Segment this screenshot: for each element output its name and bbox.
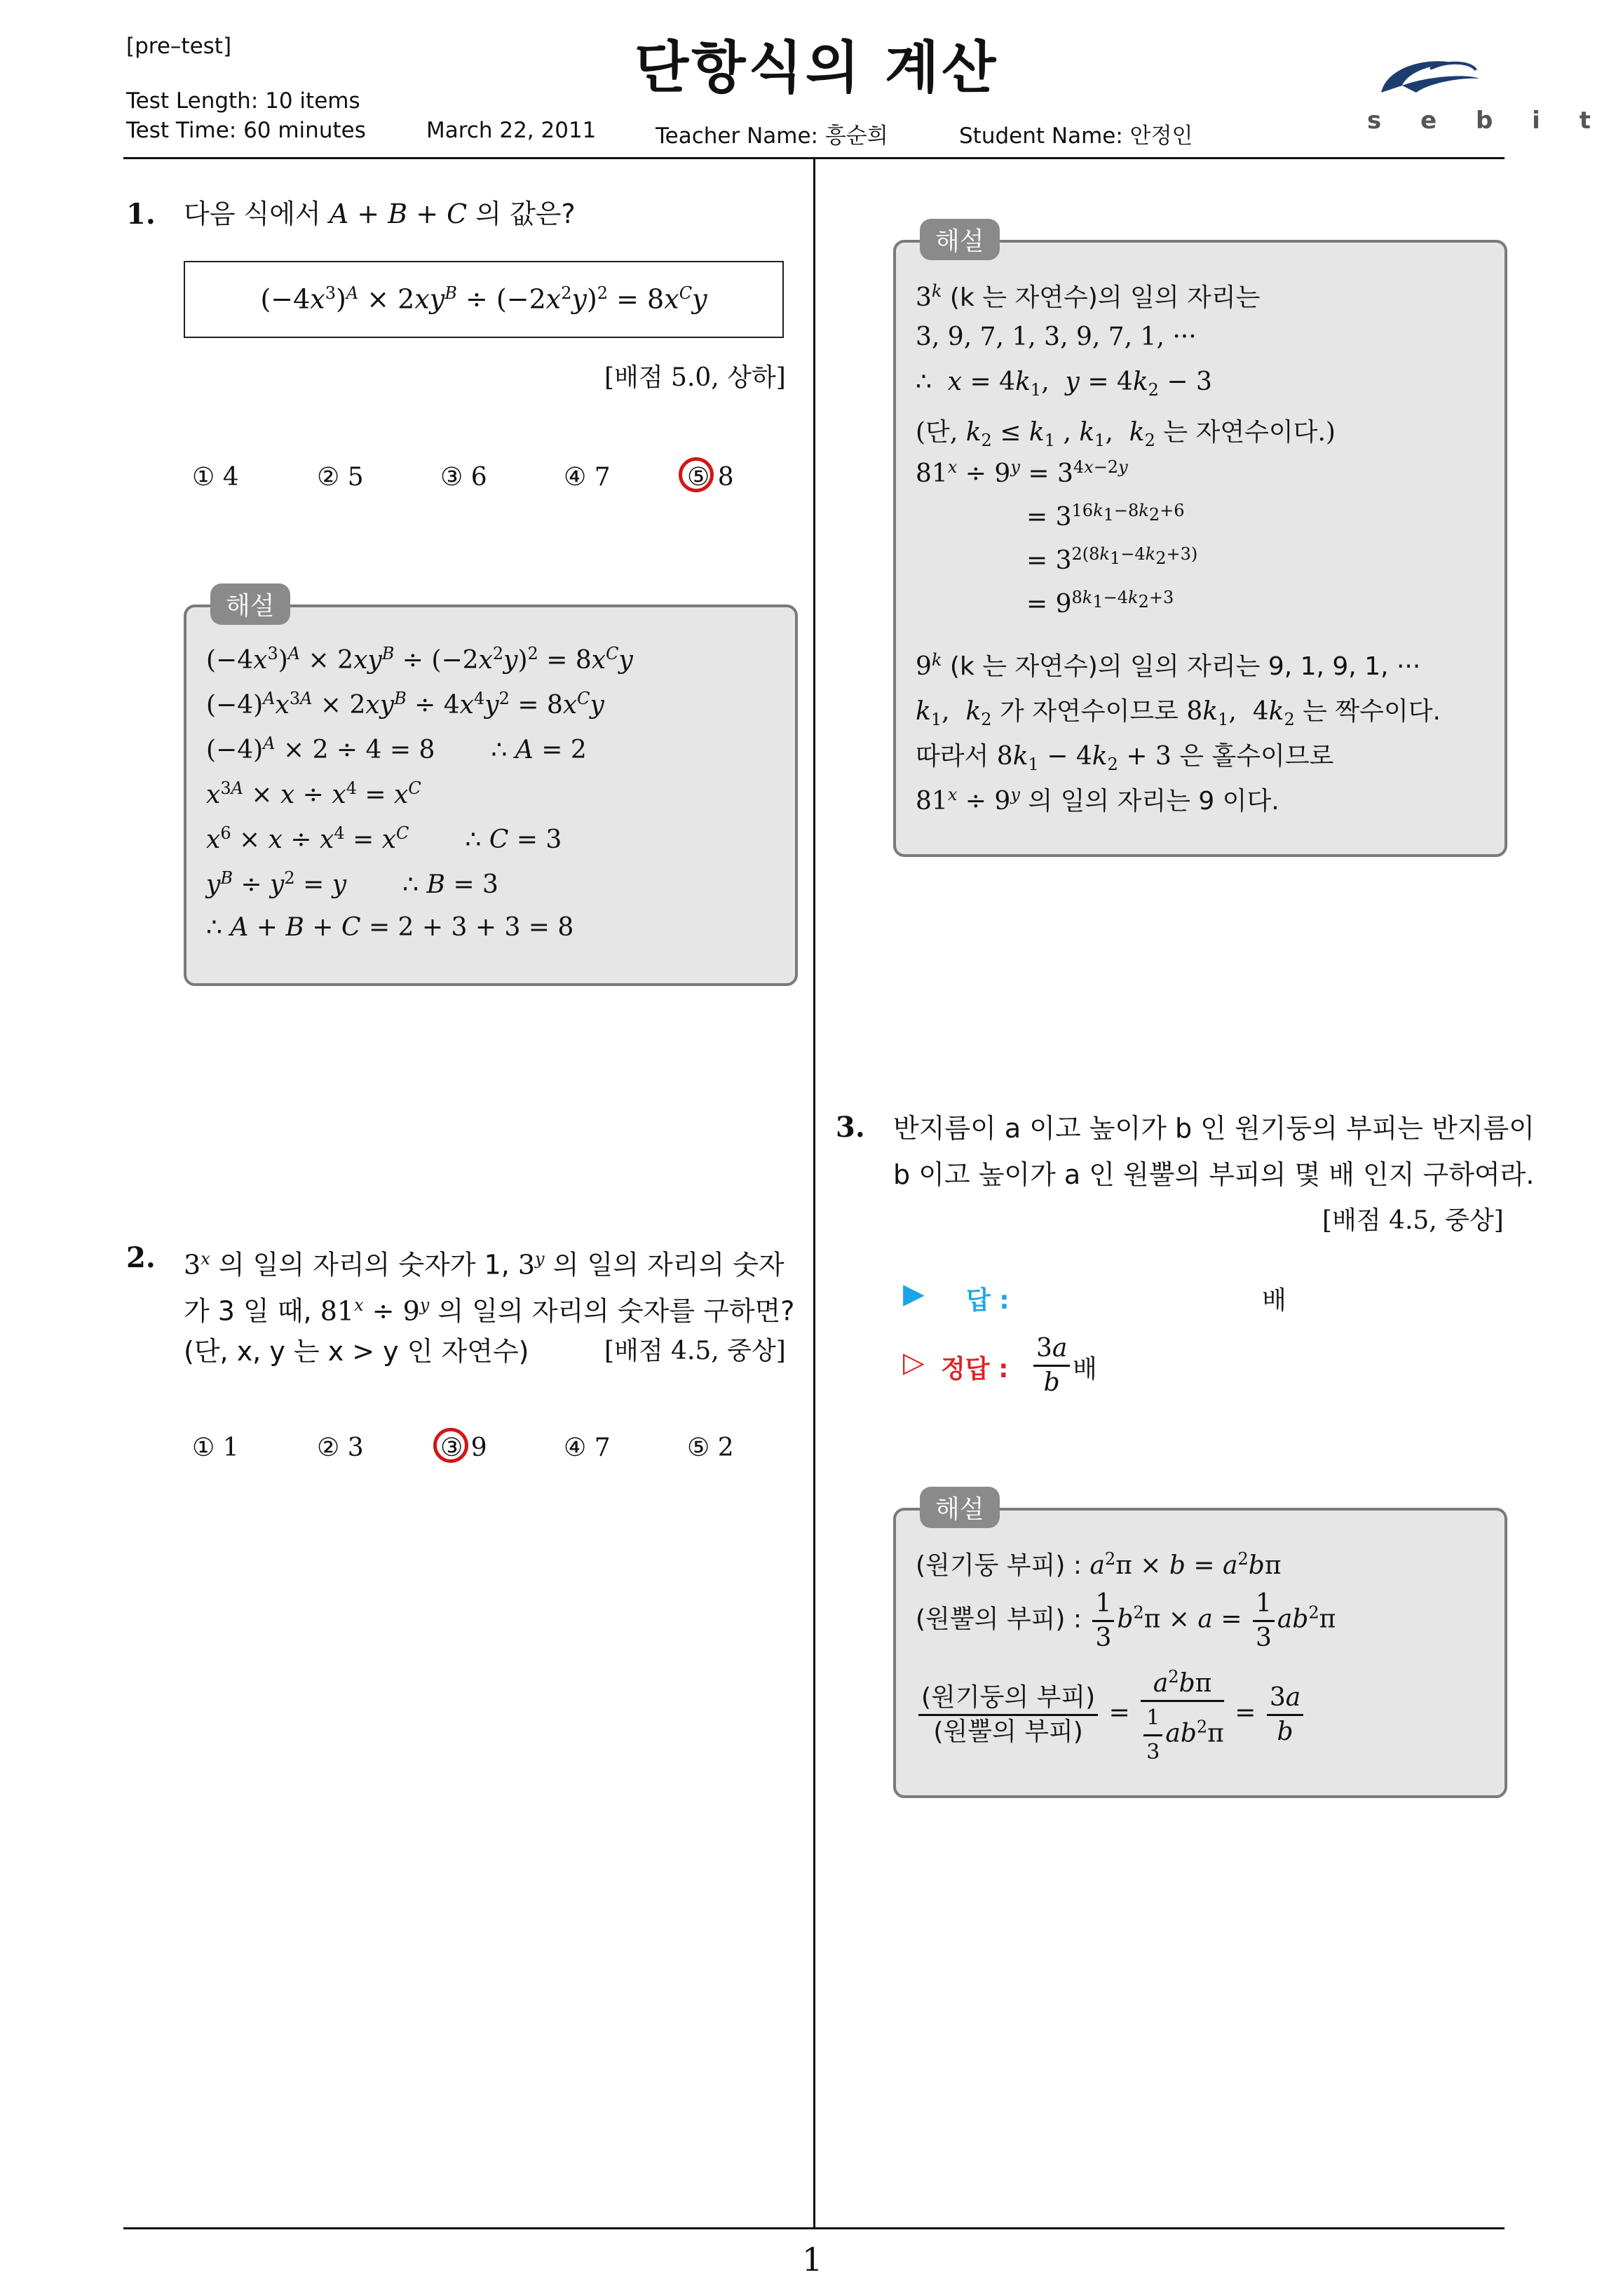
q1-explain-line-3: $(-4)^A \times 2 \div 4 = 8$ ∴ A = 2 [206,734,587,764]
q2-explain-line-5b: = $3^{16k_1-8k_2+6}$ [1026,501,1185,532]
q3-number: 3. [836,1111,865,1144]
q1-choice-2[interactable]: ② 5 [317,463,364,492]
q1-explain-line-5: $x^6 \times x \div x^4 = x^C$ ∴ C = 3 [206,823,562,854]
q1-equation-box [184,261,784,338]
test-time: Test Time: 60 minutes [126,118,366,143]
q3-explain-tag: 해설 [920,1487,1000,1528]
sebit-logo [1360,49,1606,140]
q1-stem-suffix: 의 값은? [475,198,576,229]
q2-explain-l9-text: 의 일의 자리는 9 이다. [1028,787,1279,816]
q2-explain-line-4: (단, $k_2 \le k_1$ , $k_1$, $k_2$ 는 자연수이다.) [916,418,1336,451]
q2-choice-2[interactable]: ② 3 [317,1433,364,1462]
play-icon: ▶ [903,1278,925,1310]
footer-rule [123,2227,1505,2229]
q2-explain-line-7: $k_1$, $k_2$ 가 자연수이므로 $8k_1$, $4k_2$ 는 짝수이다. [916,697,1441,730]
q2-score: [배점 4.5, 중상] [604,1337,786,1365]
q3-correct-label: 정답 : [941,1355,1009,1384]
page-title: 단항식의 계산 [634,35,999,100]
q1-explain-tag: 해설 [210,583,290,625]
student-name: Student Name: 안정인 [959,123,1193,149]
q2-choice-4[interactable]: ④ 7 [564,1433,611,1462]
q1-explain-line-7: ∴ A + B + C = 2 + 3 + 3 = 8 [206,913,574,942]
q2-line-2b: 의 일의 자리의 숫자를 구하면? [437,1295,795,1327]
q2-number: 2. [126,1241,156,1274]
q2-explain-line-5a: $81^x \div 9^y = 3^{4x-2y}$ [916,457,1128,488]
teacher-name: Teacher Name: 흥순희 [656,123,888,149]
q2-explain-l7b: 는 짝수이다. [1303,697,1441,726]
q2-explain-l6-text: (k 는 자연수)의 일의 자리는 9, 1, 9, 1, ··· [949,652,1421,681]
q2-line-3: (단, x, y 는 x > y 인 자연수) [184,1336,529,1367]
q1-choice-1[interactable]: ① 4 [192,463,239,492]
q3-line-2: b 이고 높이가 a 인 원뿔의 부피의 몇 배 인지 구하여라. [893,1159,1535,1190]
q1-stem-prefix: 다음 식에서 [184,198,321,229]
q3-answer-unit: 배 [1262,1286,1286,1315]
q2-explain-line-3: ∴ $x = 4k_1$, $y = 4k_2 - 3$ [916,367,1212,400]
q1-choice-5[interactable]: ⑤ 8 [687,463,734,492]
q2-explain-line-9: $81^x \div 9^y$ 의 일의 자리는 9 이다. [916,785,1279,816]
column-divider [813,158,815,2227]
q2-choice-1[interactable]: ① 1 [192,1433,239,1462]
q2-explain-line-5d: = $9^{8k_1-4k_2+3}$ [1026,588,1174,619]
q2-explain-line-8: 따라서 $8k_1 - 4k_2 + 3$ 은 홀수이므로 [916,742,1334,775]
q3-explain-line-1: (원기둥 부피) : $a^2\pi \times b = a^2b\pi$ [916,1549,1282,1580]
logo-mark-icon [1360,49,1500,105]
q2-line-2: 가 3 일 때, $81^x \div 9^y$ 의 일의 자리의 숫자를 구하면? [184,1295,795,1327]
q2-line-2a: 가 3 일 때, [184,1295,312,1327]
q3-explain-l2-text: (원뿔의 부피) : [916,1605,1082,1634]
q1-score: [배점 5.0, 상하] [604,363,786,392]
test-length: Test Length: 10 items [126,88,360,114]
q2-answer-mark [433,1428,468,1463]
q3-frac-denominator: (원뿔의 부피) [933,1717,1083,1746]
q2-choice-5[interactable]: ⑤ 2 [687,1433,734,1462]
q1-number: 1. [126,198,156,231]
q1-choice-4[interactable]: ④ 7 [564,463,611,492]
q1-equation: $(-4x^3)^A \times 2xy^B \div (-2x^2y)^2 = 8x^Cy$ [260,283,707,315]
q1-answer-mark [679,457,714,492]
q1-choice-3[interactable]: ③ 6 [440,463,487,492]
q2-explain-l8b: 은 홀수이므로 [1179,742,1334,771]
q3-correct-fraction: $\frac{3a}{b}$ [1031,1332,1073,1399]
q3-line-1: 반지름이 a 이고 높이가 b 인 원기둥의 부피는 반지름이 [893,1113,1535,1144]
q2-choice-3[interactable]: ③ 9 [440,1433,487,1462]
page-number: 1 [802,2241,823,2278]
q2-explain-line-1: 3$^k$ (k 는 자연수)의 일의 자리는 [916,281,1261,312]
q2-explain-l8a: 따라서 [916,742,989,771]
q2-line-1b: 의 일의 자리의 숫자 [552,1249,785,1281]
q1-explain-line-2: $(-4)^Ax^{3A} \times 2xy^B \div 4x^4y^2 = 8x^Cy$ [206,689,604,720]
q1-stem: 다음 식에서 A + B + C 의 값은? [184,198,576,229]
q2-explain-tag: 해설 [920,219,1000,260]
q1-explain-line-4: $x^{3A} \times x \div x^4 = x^C$ [206,778,421,809]
test-date: March 22, 2011 [426,118,597,143]
q2-line-1: 3$^x$ 의 일의 자리의 숫자가 1, 3$^y$ 의 일의 자리의 숫자 [184,1249,785,1281]
q2-explain-line-6: 9$^k$ (k 는 자연수)의 일의 자리는 9, 1, 9, 1, ··· [916,650,1421,681]
q1-explain-line-1: $(-4x^3)^A \times 2xy^B \div (-2x^2y)^2 = 8x^Cy$ [206,644,633,675]
q3-explain-line-3: $\frac{\text{(원기둥의 부피)}}{\text{(원뿔의 부피)}}$ = $a^2b\pi$ $\frac{1}{3}$ $ab^2\pi$ = $\frac{3a}{b}$ [916,1661,1306,1769]
q2-explain-line-5c: = $3^{2(8k_1-4k_2+3)}$ [1026,544,1198,575]
q2-explain-line-2: 3, 9, 7, 1, 3, 9, 7, 1, ··· [916,323,1197,351]
q2-line-1a: 의 일의 자리의 숫자가 1, [218,1249,510,1281]
q2-explain-l7a: 가 자연수이므로 [1000,697,1179,726]
q3-answer-label: 답 : [966,1286,1010,1315]
q1-explain-line-6: $y^B \div y^2 = y$ ∴ B = 3 [206,868,498,899]
q3-correct-unit: 배 [1073,1355,1097,1384]
q3-explain-line-2: (원뿔의 부피) : $\frac{1}{3}$ $b^2\pi \times a$ = $\frac{1}{3}$ $ab^2\pi$ [916,1589,1336,1652]
logo-text: s e b i t [1367,107,1606,135]
pretest-tag: [pre–test] [126,34,232,59]
q3-score: [배점 4.5, 중상] [1322,1206,1504,1235]
q3-explain-l1-text: (원기둥 부피) : [916,1551,1082,1580]
play-outline-icon: ▷ [903,1346,925,1379]
q3-answer-input[interactable] [1038,1271,1248,1313]
q2-explain-l1-text: (k 는 자연수)의 일의 자리는 [949,283,1261,312]
q3-frac-numerator: (원기둥의 부피) [918,1682,1098,1716]
